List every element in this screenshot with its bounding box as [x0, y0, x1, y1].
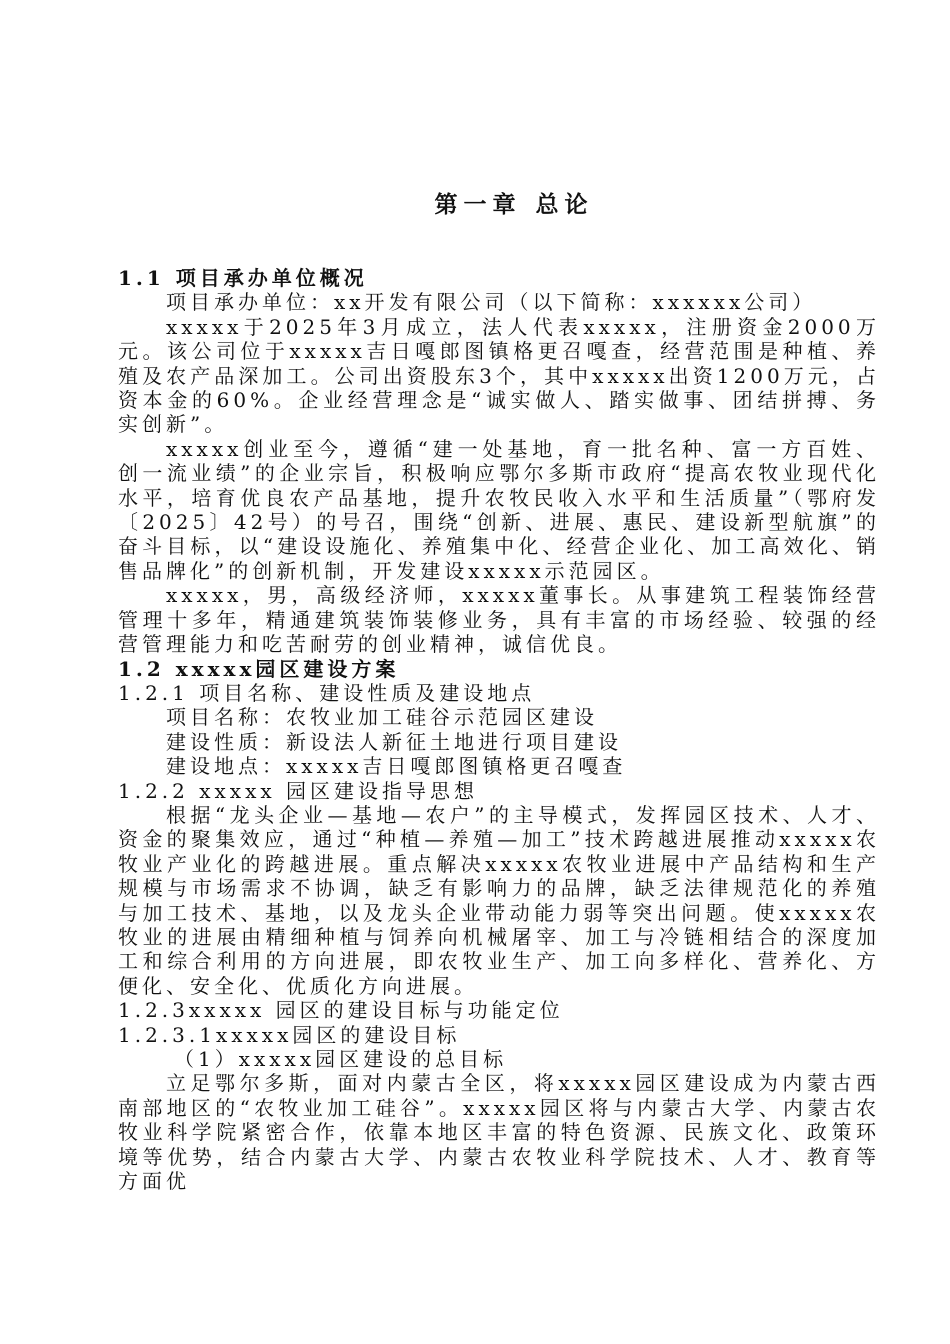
- subsection-heading: 1.2.3xxxxx 园区的建设目标与功能定位: [118, 998, 564, 1023]
- paragraph: xxxxx创业至今，遵循“建一处基地，育一批名种、富一方百姓、创一流业绩”的企业宗旨，积极响应鄂尔多斯市政府“提高农牧业现代化水平，培育优良农产品基地，提升农牧民收入水平和生活质量”（鄂府发〔2025〕42号）的号召，围绕“创新、进展、惠民、建设新型航旗”的奋斗目标，以“建设设施化、养殖集中化、经营企业化、加工高效化、销售品牌化”的创新机制，开发建设xxxxx示范园区。: [118, 436, 880, 583]
- paragraph: 建设地点：xxxxx吉日嘎郎图镇格更召嘎查: [166, 754, 627, 779]
- subsection-heading: 1.2.1 项目名称、建设性质及建设地点: [118, 680, 536, 705]
- paragraph: 项目承办单位：xx开发有限公司（以下简称：xxxxxx公司）: [166, 290, 817, 315]
- section-heading-1-1: 1.1 项目承办单位概况: [118, 266, 368, 290]
- paragraph: 建设性质：新设法人新征土地进行项目建设: [166, 729, 622, 754]
- paragraph: xxxxx，男，高级经济师，xxxxx董事长。从事建筑工程装饰经营管理十多年，精通建筑装饰装修业务，具有丰富的市场经验、较强的经营管理能力和吃苦耐劳的创业精神，诚信优良。: [118, 583, 880, 657]
- paragraph: xxxxx于2025年3月成立，法人代表xxxxx，注册资金2000万元。该公司位于xxxxx吉日嘎郎图镇格更召嘎查，经营范围是种植、养殖及农产品深加工。公司出资股东3个，其中xxxxx出资1200万元，占资本金的60%。企业经营理念是“诚实做人、踏实做事、团结拼搏、务实创新”。: [118, 314, 880, 437]
- paragraph: 根据“龙头企业—基地—农户”的主导模式，发挥园区技术、人才、资金的聚集效应，通过“种植—养殖—加工”技术跨越进展推动xxxxx农牧业产业化的跨越进展。重点解决xxxxx农牧业进展中产品结构和生产规模与市场需求不协调，缺乏有影响力的品牌，缺乏法律规范化的养殖与加工技术、基地，以及龙头企业带动能力弱等突出问题。使xxxxx农牧业的进展由精细种植与饲养向机械屠宰、加工与冷链相结合的深度加工和综合利用的方向进展，即农牧业生产、加工向多样化、营养化、方便化、安全化、优质化方向进展。: [118, 802, 880, 998]
- paragraph: （1）xxxxx园区建设的总目标: [174, 1047, 508, 1071]
- paragraph: 立足鄂尔多斯，面对内蒙古全区，将xxxxx园区建设成为内蒙古西南部地区的“农牧业加工硅谷”。xxxxx园区将与内蒙古大学、内蒙古农牧业科学院紧密合作，依靠本地区丰富的特色资源、民族文化、政策环境等优势，结合内蒙古大学、内蒙古农牧业科学院技术、人才、教育等方面优: [118, 1071, 880, 1194]
- subsection-heading: 1.2.2 xxxxx 园区建设指导思想: [118, 778, 478, 803]
- paragraph: 项目名称：农牧业加工硅谷示范园区建设: [166, 705, 598, 730]
- chapter-title: 第一章 总论: [434, 191, 594, 218]
- subsection-heading: 1.2.3.1xxxxx园区的建设目标: [118, 1022, 461, 1047]
- section-heading-1-2: 1.2 xxxxx园区建设方案: [118, 656, 400, 681]
- document-body: [118, 266, 880, 1193]
